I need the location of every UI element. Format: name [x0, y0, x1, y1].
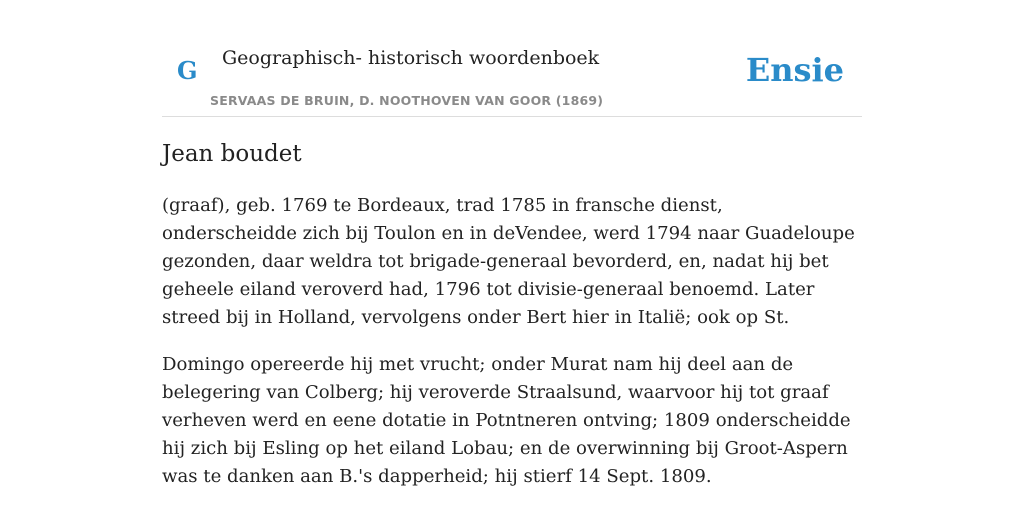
entry-paragraph: (graaf), geb. 1769 te Bordeaux, trad 1785 in fransche dienst, onderscheidde zich bij Toulon en in deVendee, werd 1794 naar Guadeloupe gezonden, daar weldra tot brigade-generaal bevorderd, en, nadat hij bet geheele eiland veroverd had, 1796 tot divisie-generaal benoemd. Later streed bij in Holland, vervolgens onder Bert hier in Italië; ook op St. [162, 195, 855, 328]
book-author: SERVAAS DE BRUIN, D. NOOTHOVEN VAN GOOR (1869) [210, 93, 604, 108]
page-header [162, 0, 862, 117]
entry-title: Jean boudet [162, 141, 302, 167]
book-logo-letter[interactable]: G [177, 56, 198, 85]
entry-body [162, 192, 862, 510]
book-title[interactable]: Geographisch- historisch woordenboek [222, 47, 600, 69]
entry-paragraph: Domingo opereerde hij met vrucht; onder Murat nam hij deel aan de belegering van Colberg; hij veroverde Straalsund, waarvoor hij tot graaf verheven werd en eene dotatie in Potntneren ontving; 1809 onderscheidde hij zich bij Esling op het eiland Lobau; en de overwinning bij Groot-Aspern was te danken aan B.'s dapperheid; hij stierf 14 Sept. 1809. [162, 354, 851, 487]
page-container [162, 0, 862, 487]
brand-logo[interactable]: Ensie [745, 51, 844, 89]
